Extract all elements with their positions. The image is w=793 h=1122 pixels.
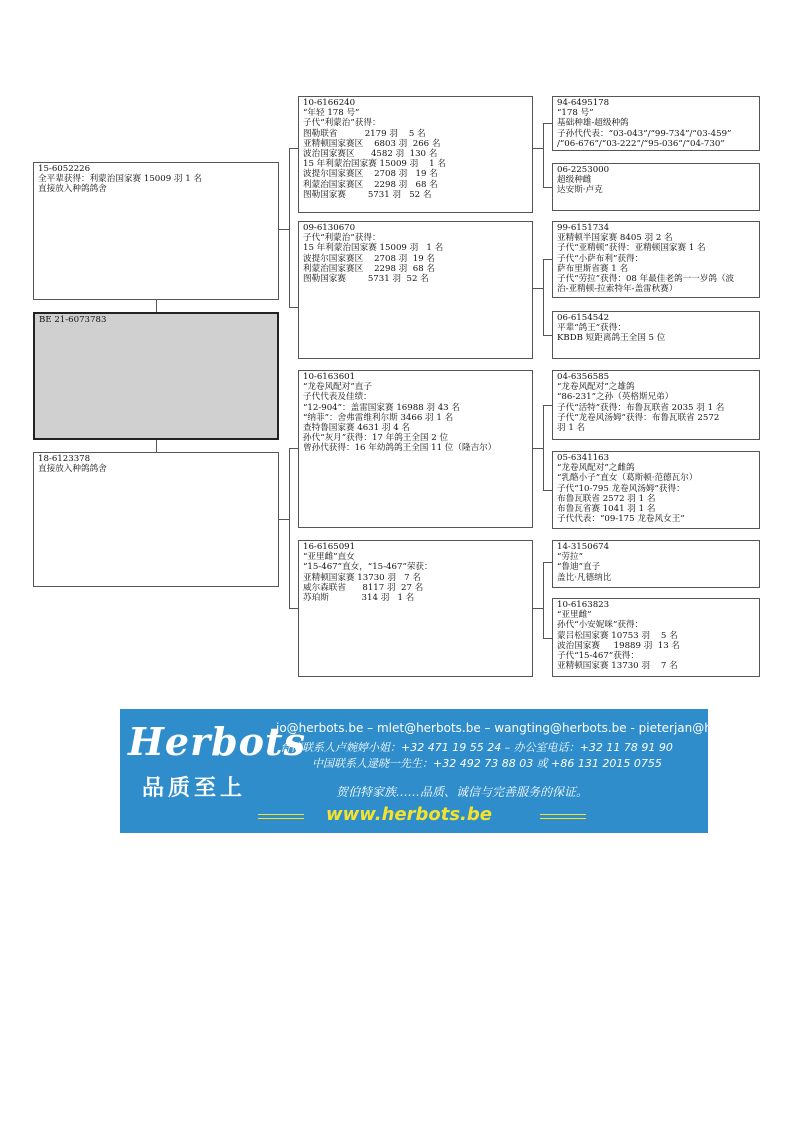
ring-number: 09-6130670 <box>303 223 356 233</box>
subject-box[interactable] <box>33 312 279 440</box>
pedigree-line: 15 年利蒙治国家赛 15009 羽 1 名 <box>303 159 446 170</box>
sire-dam-box[interactable] <box>298 221 533 359</box>
pedigree-line: 子代“活特”获得：布鲁瓦联省 2035 羽 1 名 <box>557 402 725 413</box>
pedigree-line: 子代“亚精顿”获得：亚精顿国家赛 1 名 <box>557 243 706 254</box>
pedigree-line: 平辈“鸽王”获得： <box>557 323 626 334</box>
pedigree-line: 子代代表及佳绩： <box>303 392 372 403</box>
herbots-logo: Herbots <box>128 719 306 764</box>
pedigree-line: “亚里雌”直女 <box>303 552 355 563</box>
pedigree-line: 子孙代代表：“03-043”/“99-734”/“03-459” <box>557 128 732 139</box>
pedigree-line: 子代“10-795 龙卷风汤姆”获得： <box>557 483 685 494</box>
connector <box>289 307 298 308</box>
pedigree-line: “纳菲”：舍弗雷维利尔斯 3466 羽 1 名 <box>303 412 454 423</box>
pedigree-line: 直接放入种鸽鸽舍 <box>38 464 107 475</box>
connector <box>289 148 290 307</box>
banner-emails[interactable]: jo@herbots.be – mlet@herbots.be – wangting@herbots.be - pieterjan@herbots.be <box>276 721 769 735</box>
pedigree-line: 子代“龙卷风汤姆”获得：布鲁瓦联省 2572 <box>557 412 720 423</box>
pedigree-line: “龙卷风配对”直子 <box>303 382 372 393</box>
sire-sire-dam-box[interactable] <box>552 163 760 211</box>
pedigree-line: 亚精顿国家赛 13730 羽 7 名 <box>303 572 421 583</box>
connector <box>156 440 157 452</box>
pedigree-line: “劳拉” <box>557 552 583 563</box>
pedigree-line: 子代“劳拉”获得：08 年最佳老鸽一一岁鸽（波 <box>557 274 735 285</box>
dam-dam-box[interactable] <box>298 540 533 677</box>
connector <box>543 638 552 639</box>
ring-number: 06-6154542 <box>557 313 610 323</box>
connector <box>289 448 290 608</box>
pedigree-line: 全平辈获得：利蒙治国家赛 15009 羽 1 名 <box>38 174 203 185</box>
connector <box>543 335 552 336</box>
subject-ring-number: BE 21-6073783 <box>39 315 107 325</box>
ring-number: 14-3150674 <box>557 542 610 552</box>
sire-box[interactable] <box>33 162 279 300</box>
ring-number: 06-2253000 <box>557 165 610 175</box>
connector <box>543 405 552 406</box>
sire-sire-box[interactable] <box>298 96 533 213</box>
pedigree-line: “鲁迪”直子 <box>557 562 601 573</box>
pedigree-line: 子代“15-467”获得： <box>557 651 639 662</box>
dam-dam-dam-box[interactable] <box>552 598 760 677</box>
pedigree-line: 蒙吕松国家赛 10753 羽 5 名 <box>557 630 678 641</box>
pedigree-line: “12-904”：盖雷国家赛 16988 羽 43 名 <box>303 402 460 413</box>
banner-tagline: 贺伯特家族……品质、诚信与完善服务的保证。 <box>336 785 589 799</box>
pedigree-line: 苏珀斯 314 羽 1 名 <box>303 593 415 604</box>
pedigree-line: 子代代表：“09-175 龙卷风女王” <box>557 514 685 525</box>
pedigree-line: 图勒联省 2179 羽 5 名 <box>303 128 426 139</box>
ring-number: 10-6166240 <box>303 98 356 108</box>
pedigree-line: 亚精顿半国家赛 8405 羽 2 名 <box>557 233 673 244</box>
dam-dam-sire-box[interactable] <box>552 540 760 588</box>
ring-number: 10-6163601 <box>303 372 356 382</box>
pedigree-line: 亚精顿国家赛区 6803 羽 266 名 <box>303 138 441 149</box>
connector <box>543 490 552 491</box>
pedigree-line: 孙代“灰月”获得：17 年鸽王全国 2 位 <box>303 433 449 444</box>
ring-number: 94-6495178 <box>557 98 610 108</box>
pedigree-line: 曾孙代获得：16 年幼鸽鸽王全国 11 位（隆吉尔） <box>303 443 497 454</box>
pedigree-line: 子代“利蒙治”获得： <box>303 118 381 129</box>
pedigree-line: 利蒙治国家赛区 2298 羽 68 名 <box>303 179 438 190</box>
pedigree-line: 萨布里斯省赛 1 名 <box>557 263 629 274</box>
sire-dam-sire-box[interactable] <box>552 221 760 298</box>
dam-sire-dam-box[interactable] <box>552 451 760 529</box>
ring-number: 99-6151734 <box>557 223 610 233</box>
herbots-banner <box>120 709 769 833</box>
pedigree-line: “亚里雌” <box>557 610 592 621</box>
pedigree-line: 亚精顿国家赛 13730 羽 7 名 <box>557 661 678 672</box>
sire-sire-sire-box[interactable] <box>552 96 760 151</box>
pedigree-line: “86-231”之孙（英格斯兄弟） <box>557 392 674 403</box>
dam-sire-box[interactable] <box>298 370 533 528</box>
pedigree-line: “乳酪小子”直女（葛斯顿·范德瓦尔） <box>557 473 698 484</box>
pedigree-line: 盖比·凡德纳比 <box>557 572 612 583</box>
connector <box>543 405 544 490</box>
pedigree-line: 查特鲁国家赛 4631 羽 4 名 <box>303 423 411 434</box>
connector <box>533 608 543 609</box>
banner-slogan: 品质至上 <box>142 775 247 801</box>
connector <box>279 229 289 230</box>
pedigree-line: 孙代“小安妮咪”获得： <box>557 620 644 631</box>
pedigree-line: 基础种雄-超级种鸽 <box>557 118 629 129</box>
connector <box>543 562 552 563</box>
pedigree-line: 图勒国家赛 5731 羽 52 名 <box>303 189 432 200</box>
pedigree-line: “龙卷风配对”之雄鸽 <box>557 382 635 393</box>
website-right-divider <box>540 814 586 819</box>
pedigree-line: 波治国家赛区 4582 羽 130 名 <box>303 149 438 160</box>
connector <box>543 259 544 335</box>
connector <box>533 288 543 289</box>
pedigree-line: 子代“利蒙治”获得： <box>303 233 381 244</box>
connector <box>543 259 552 260</box>
pedigree-line: 15 年利蒙治国家赛 15009 羽 1 名 <box>303 243 444 254</box>
ring-number: 18-6123378 <box>38 454 91 464</box>
ring-number: 10-6163823 <box>557 600 610 610</box>
website-left-divider <box>258 814 304 819</box>
dam-box[interactable] <box>33 452 279 587</box>
connector <box>533 148 543 149</box>
pedigree-line: “15-467”直女，“15-467”荣获： <box>303 562 433 573</box>
pedigree-line: 直接放入种鸽鸽舍 <box>38 184 107 195</box>
pedigree-line: “年轻 178 号” <box>303 108 360 119</box>
pedigree-line: 波提尔国家赛区 2708 羽 19 名 <box>303 169 438 180</box>
pedigree-line: 波提尔国家赛区 2708 羽 19 名 <box>303 253 436 264</box>
china-contact: 中国联系人逯晓一先生：+32 492 73 88 03 或 +86 131 2015 0755 <box>312 757 662 770</box>
connector <box>289 448 298 449</box>
connector <box>279 519 289 520</box>
pedigree-line: 利蒙治国家赛区 2298 羽 68 名 <box>303 263 436 274</box>
connector <box>543 123 552 124</box>
pedigree-line: 图勒国家赛 5731 羽 52 名 <box>303 274 429 285</box>
connector <box>533 448 543 449</box>
connector <box>289 148 298 149</box>
pedigree-line: KBDB 短距离鸽王全国 5 位 <box>557 333 666 344</box>
connector <box>289 608 298 609</box>
pedigree-line: 威尔森联省 8117 羽 27 名 <box>303 582 424 593</box>
pedigree-line: “178 号” <box>557 108 594 119</box>
ring-number: 04-6356585 <box>557 372 610 382</box>
pedigree-line: 治-亚精顿-拉索特年-盖雷秋赛） <box>557 284 678 295</box>
pedigree-line: 达安斯·卢克 <box>557 185 603 196</box>
sire-dam-dam-box[interactable] <box>552 311 760 359</box>
pedigree-line: 波治国家赛 19889 羽 13 名 <box>557 640 681 651</box>
pedigree-line: “龙卷风配对”之雌鸽 <box>557 463 635 474</box>
pedigree-line: 子代“小萨布利”获得： <box>557 253 644 264</box>
pedigree-line: 超级种雌 <box>557 175 592 186</box>
ring-number: 15-6052226 <box>38 164 91 174</box>
pedigree-line: 布鲁瓦联省 2572 羽 1 名 <box>557 493 656 504</box>
website-link[interactable]: www.herbots.be <box>326 804 492 825</box>
pedigree-line: /“06-676”/“03-222”/“95-036”/“04-730” <box>557 138 725 149</box>
connector <box>543 187 552 188</box>
connector <box>156 300 157 312</box>
connector <box>543 123 544 187</box>
pedigree-line: 布鲁瓦省赛 1041 羽 1 名 <box>557 504 656 515</box>
ring-number: 05-6341163 <box>557 453 610 463</box>
taiwan-contact: 台湾联系人卢婉婷小姐：+32 471 19 55 24 – 办公室电话：+32 11 78 91 90 <box>280 741 673 754</box>
ring-number: 16-6165091 <box>303 542 356 552</box>
connector <box>543 562 544 638</box>
pedigree-line: 羽 1 名 <box>557 423 586 434</box>
dam-sire-sire-box[interactable] <box>552 370 760 440</box>
